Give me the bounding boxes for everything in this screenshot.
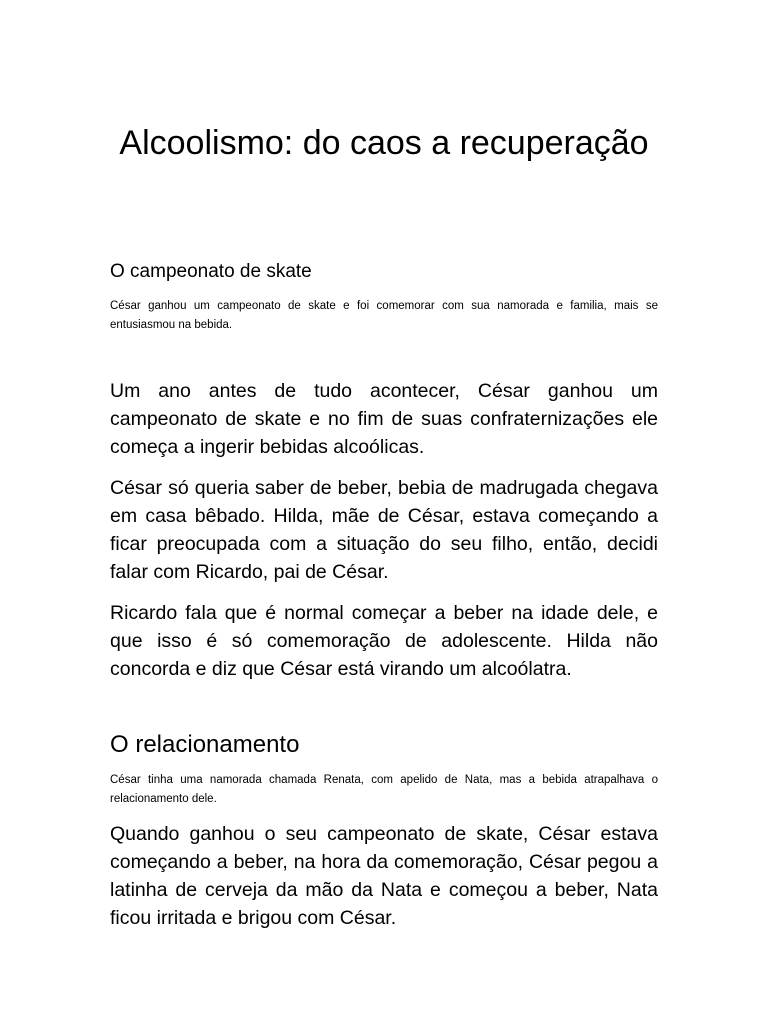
section-heading-campeonato: O campeonato de skate xyxy=(110,261,312,282)
paragraph-2: César só queria saber de beber, bebia de madrugada chegava em casa bêbado. Hilda, mãe de César, estava começando a ficar preocupada com a situação do seu filho, então, decidi falar com Ricardo, pai de César. xyxy=(110,477,658,583)
section-summary-relacionamento: César tinha uma namorada chamada Renata, com apelido de Nata, mas a bebida atrapalhava o relacionamento dele. xyxy=(110,774,658,805)
paragraph-3: Ricardo fala que é normal começar a beber na idade dele, e que isso é só comemoração de adolescente. Hilda não concorda e diz que César está virando um alcoólatra. xyxy=(110,602,658,680)
paragraph-4: Quando ganhou o seu campeonato de skate, César estava começando a beber, na hora da comemoração, César pegou a latinha de cerveja da mão da Nata e começou a beber, Nata ficou irritada e brigou com César. xyxy=(110,823,658,929)
paragraph-1: Um ano antes de tudo acontecer, César ganhou um campeonato de skate e no fim de suas confraternizações ele começa a ingerir bebidas alcoólicas. xyxy=(110,380,658,458)
document-title: Alcoolismo: do caos a recuperação xyxy=(119,124,649,162)
section-heading-relacionamento: O relacionamento xyxy=(110,731,300,758)
section-summary-campeonato: César ganhou um campeonato de skate e foi comemorar com sua namorada e familia, mais se entusiasmou na bebida. xyxy=(110,300,658,331)
